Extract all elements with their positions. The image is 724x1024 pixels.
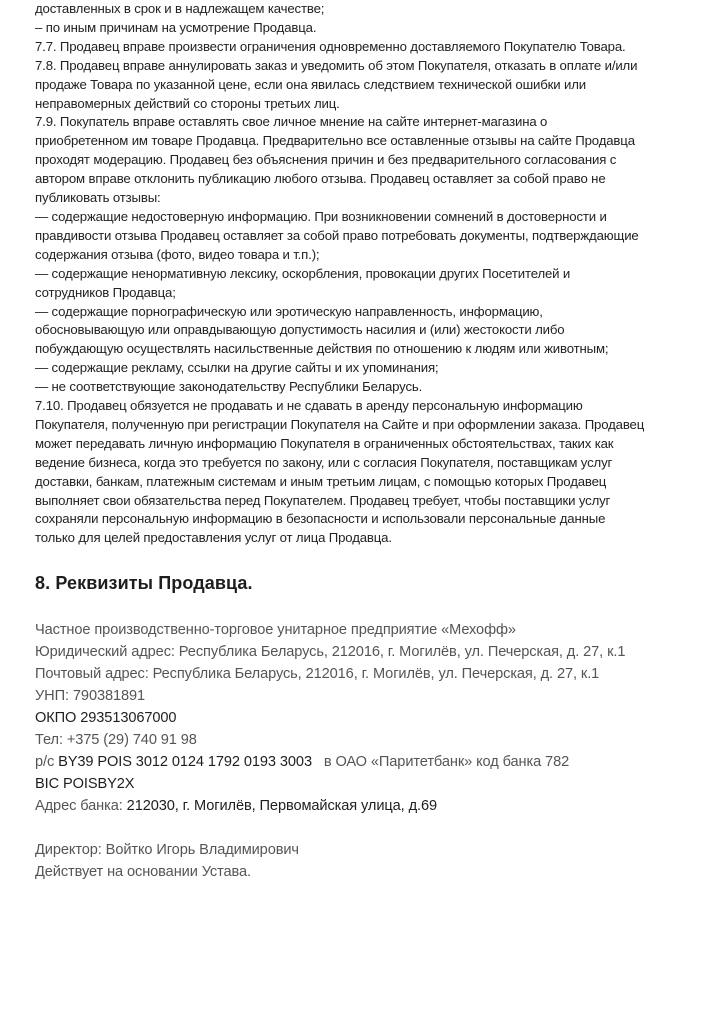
terms-line: 7.8. Продавец вправе аннулировать заказ и уведомить об этом Покупателя, отказать в оплате и/или — [35, 57, 638, 73]
terms-line: — содержащие рекламу, ссылки на другие сайты и их упоминания; — [35, 360, 439, 376]
account-prefix: р/с — [35, 754, 59, 770]
terms-line: 7.9. Покупатель вправе оставлять свое личное мнение на сайте интернет-магазина о — [35, 114, 548, 130]
terms-line: доставки, банкам, платежным системам и иным третьим лицам, с помощью которых Продавец — [35, 473, 607, 489]
bank-account — [35, 751, 705, 773]
terms-line: содержания отзыва (фото, видео товара и т.п.); — [35, 246, 320, 262]
terms-line: приобретенном им товаре Продавца. Предварительно все оставленные отзывы на сайте Продавца — [35, 133, 635, 149]
terms-line: может передавать личную информацию Покупателя в ограниченных обстоятельствах, таких как — [35, 435, 614, 451]
account-number: BY39 POIS 3012 0124 1792 0193 3003 — [58, 754, 312, 770]
postal-address: Почтовый адрес: Республика Беларусь, 212016, г. Могилёв, ул. Печерская, д. 27, к.1 — [35, 666, 600, 682]
okpo: ОКПО 293513067000 — [35, 710, 177, 726]
terms-line: правдивости отзыва Продавец оставляет за собой право потребовать документы, подтверждающие — [35, 227, 639, 243]
terms-line: — содержащие недостоверную информацию. При возникновении сомнений в достоверности и — [35, 208, 607, 224]
terms-line: только для целей предоставления услуг от лица Продавца. — [35, 530, 392, 546]
terms-line: сотрудников Продавца; — [35, 284, 176, 300]
terms-line: обосновывающую или оправдывающую допустимость насилия и (или) жестокости либо — [35, 322, 565, 338]
terms-line: Покупателя, полученную при регистрации Покупателя на Сайте и при оформлении заказа. Продавец — [35, 416, 645, 432]
terms-line: выполняет свои обязательства перед Покупателем. Продавец требует, чтобы поставщики услуг — [35, 492, 611, 508]
terms-line: доставленных в срок и в надлежащем качестве; — [35, 1, 325, 16]
seller-requisites — [35, 619, 705, 883]
legal-address: Юридический адрес: Республика Беларусь, 212016, г. Могилёв, ул. Печерская, д. 27, к.1 — [35, 644, 626, 660]
bank-address-label: Адрес банка: — [35, 798, 127, 814]
section-title: 8. Реквизиты Продавца. — [35, 573, 253, 593]
bank-address — [35, 795, 705, 817]
bank-address-value: 212030, г. Могилёв, Первомайская улица, д.69 — [126, 798, 437, 814]
terms-text — [35, 0, 695, 548]
director: Директор: Войтко Игорь Владимирович — [35, 842, 299, 858]
company-name: Частное производственно-торговое унитарное предприятие «Мехофф» — [35, 622, 516, 638]
terms-line: ведение бизнеса, когда это требуется по закону, или с согласия Покупателя, поставщикам услуг — [35, 454, 613, 470]
terms-line: автором вправе отклонить публикацию любого отзыва. Продавец оставляет за собой право не — [35, 171, 606, 187]
spacer — [35, 817, 705, 839]
account-bank: в ОАО «Паритетбанк» код банка 782 — [311, 754, 570, 770]
unp: УНП: 790381891 — [35, 688, 146, 704]
legal-basis: Действует на основании Устава. — [35, 864, 251, 880]
terms-line: — содержащие ненормативную лексику, оскорбления, провокации других Посетителей и — [35, 265, 571, 281]
terms-line: публиковать отзывы: — [35, 190, 161, 206]
terms-line: продаже Товара по указанной цене, если она явилась следствием технической ошибки или — [35, 76, 586, 92]
terms-line: неправомерных действий со стороны третьих лиц. — [35, 95, 340, 111]
terms-line: — не соответствующие законодательству Республики Беларусь. — [35, 379, 423, 395]
terms-line: 7.10. Продавец обязуется не продавать и не сдавать в аренду персональную информацию — [35, 398, 583, 414]
terms-line: 7.7. Продавец вправе произвести ограничения одновременно доставляемого Покупателю Товара. — [35, 38, 626, 54]
terms-line: сохраняли персональную информацию в безопасности и использовали персональные данные — [35, 511, 606, 527]
terms-line: – по иным причинам на усмотрение Продавца. — [35, 19, 317, 35]
bic: BIC POISBY2X — [35, 776, 135, 792]
terms-line: проходят модерацию. Продавец без объяснения причин и без предварительного согласования с — [35, 152, 617, 168]
phone: Тел: +375 (29) 740 91 98 — [35, 732, 197, 748]
terms-line: — содержащие порнографическую или эротическую направленность, информацию, — [35, 303, 543, 319]
terms-line: побуждающую осуществлять насильственные действия по отношению к людям или животным; — [35, 341, 609, 357]
